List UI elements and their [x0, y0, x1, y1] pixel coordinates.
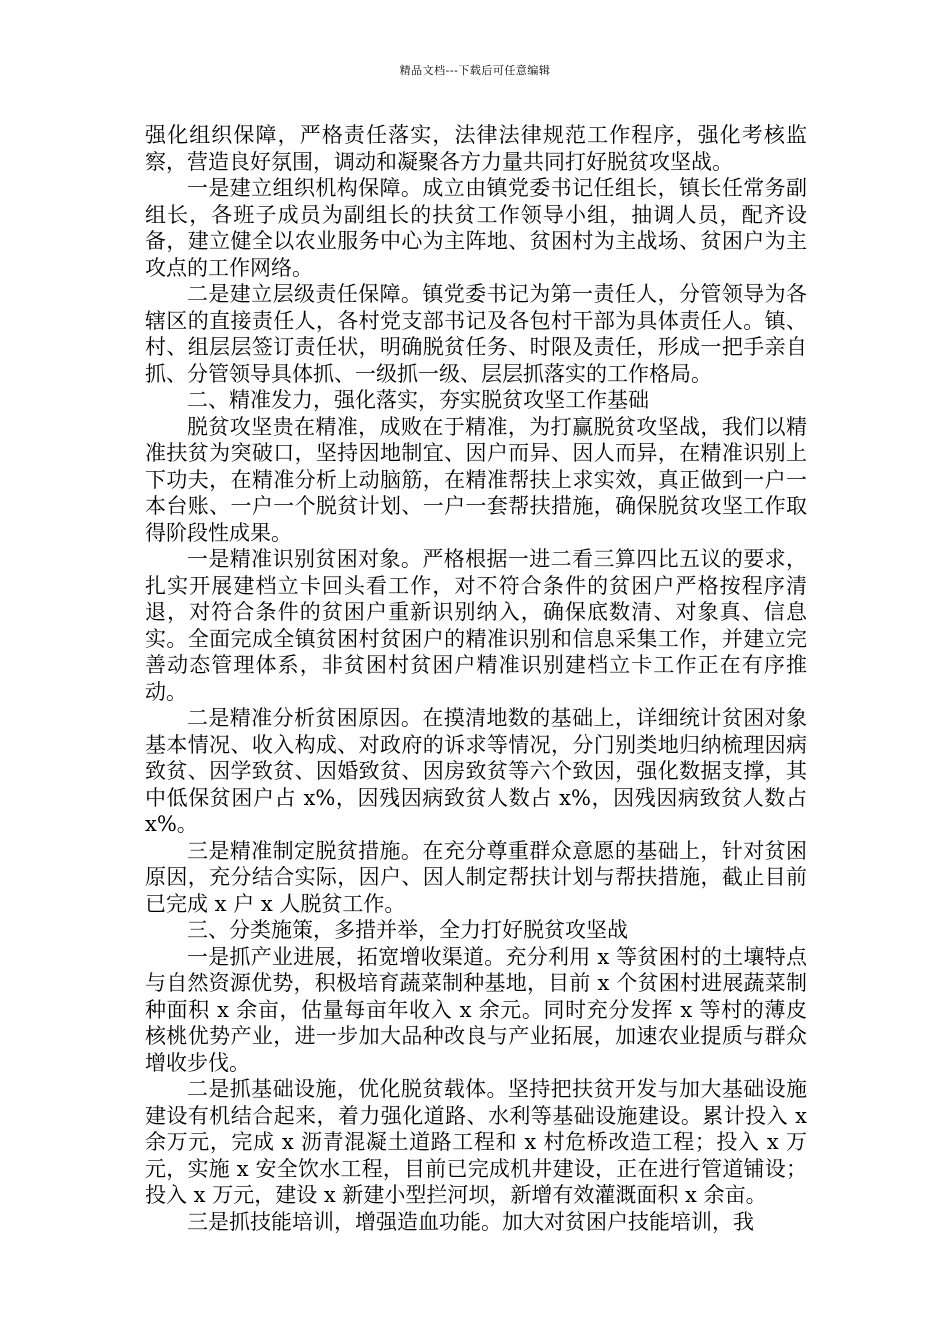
section-heading-3: 三、分类施策，多措并举，全力打好脱贫攻坚战	[187, 918, 628, 942]
paragraph-12: 三是抓技能培训，增强造血功能。加大对贫困户技能培训，我	[187, 1209, 754, 1234]
paragraph-6: 一是精准识别贫困对象。严格根据一进二看三算四比五议的要求，扎实开展建档立卡回头看工作，对不符合条件的贫困户严格按程序清退，对符合条件的贫困户重新识别纳入，确保底数清、对象真、信息实。全面完成全镇贫困村贫困户的精准识别和信息采集工作，并建立完善动态管理体系，非贫困村贫困户精准识别建档立卡工作正在有序推动。	[145, 547, 807, 704]
paragraph-10: 一是抓产业进展，拓宽增收渠道。充分利用 x 等贫困村的土壤特点与自然资源优势，积极培育蔬菜制种基地，目前 x 个贫困村进展蔬菜制种面积 x 余亩，估量每亩年收入 x 余元。同时充分发挥 x 等村的薄皮核桃优势产业，进一步加大品种改良与产业拓展，加速农业提质与群众增收步伐。	[145, 944, 807, 1075]
paragraph-1: 强化组织保障，严格责任落实，法律法律规范工作程序，强化考核监察，营造良好氛围，调动和凝聚各方力量共同打好脱贫攻坚战。	[145, 123, 807, 174]
paragraph-7: 二是精准分析贫困原因。在摸清地数的基础上，详细统计贫困对象基本情况、收入构成、对政府的诉求等情况，分门别类地归纳梳理因病致贫、因学致贫、因婚致贫、因房致贫等六个致因，强化数据支撑，其中低保贫困户占 x%，因残因病致贫人数占 x%，因残因病致贫人数占 x%。	[145, 706, 807, 836]
document-body	[145, 122, 807, 1235]
paragraph-5: 脱贫攻坚贵在精准，成败在于精准，为打赢脱贫攻坚战，我们以精准扶贫为突破口，坚持因地制宜、因户而异、因人而异，在精准识别上下功夫，在精准分析上动脑筋，在精准帮扶上求实效，真正做到一户一本台账、一户一个脱贫计划、一户一套帮扶措施，确保脱贫攻坚工作取得阶段性成果。	[145, 414, 807, 545]
paragraph-3: 二是建立层级责任保障。镇党委书记为第一责任人，分管领导为各辖区的直接责任人，各村党支部书记及各包村干部为具体责任人。镇、村、组层层签订责任状，明确脱贫任务、时限及责任，形成一把手亲自抓、分管领导具体抓、一级抓一级、层层抓落实的工作格局。	[145, 282, 807, 386]
page-header: 精品文档---下载后可任意编辑	[399, 64, 551, 77]
paragraph-11: 二是抓基础设施，优化脱贫载体。坚持把扶贫开发与加大基础设施建设有机结合起来，着力强化道路、水利等基础设施建设。累计投入 x 余万元，完成 x 沥青混凝土道路工程和 x 村危桥改造工程；投入 x 万元，实施 x 安全饮水工程，目前已完成机井建设，正在进行管道铺设；投入 x 万元，建设 x 新建小型拦河坝，新增有效灌溉面积 x 余亩。	[145, 1077, 807, 1207]
section-heading-2: 二、精准发力，强化落实，夯实脱贫攻坚工作基础	[187, 388, 649, 412]
paragraph-2: 一是建立组织机构保障。成立由镇党委书记任组长，镇长任常务副组长，各班子成员为副组长的扶贫工作领导小组，抽调人员，配齐设备，建立健全以农业服务中心为主阵地、贫困村为主战场、贫困户为主攻点的工作网络。	[145, 176, 807, 280]
paragraph-8: 三是精准制定脱贫措施。在充分尊重群众意愿的基础上，针对贫困原因，充分结合实际，因户、因人制定帮扶计划与帮扶措施，截止目前已完成 x 户 x 人脱贫工作。	[145, 838, 807, 916]
